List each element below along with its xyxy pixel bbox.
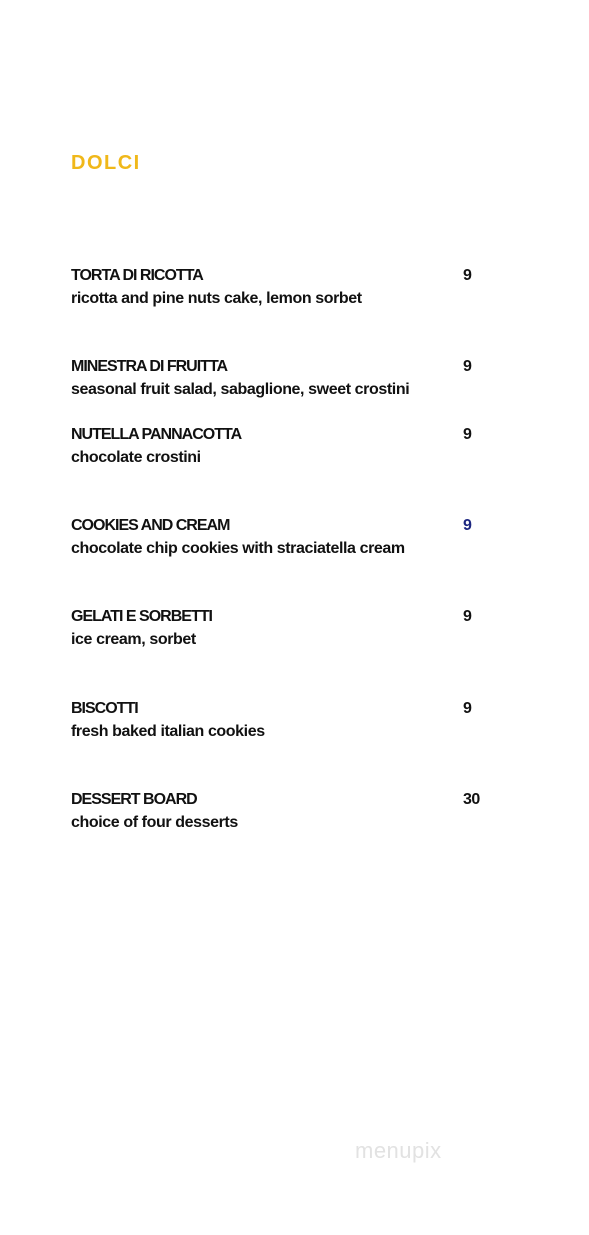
item-description: fresh baked italian cookies [71, 723, 265, 740]
item-name: GELATI E SORBETTI [71, 608, 212, 625]
item-description: chocolate crostini [71, 449, 201, 466]
item-description: ricotta and pine nuts cake, lemon sorbet [71, 290, 362, 307]
item-price: 9 [463, 358, 472, 375]
item-price: 9 [463, 700, 472, 717]
menu-item-dessert-board [71, 789, 511, 835]
item-price: 9 [463, 517, 472, 534]
item-price: 9 [463, 267, 472, 284]
item-description: chocolate chip cookies with straciatella cream [71, 540, 405, 557]
item-name: NUTELLA PANNACOTTA [71, 426, 242, 443]
item-name: BISCOTTI [71, 700, 138, 717]
item-description: ice cream, sorbet [71, 631, 196, 648]
item-name: COOKIES AND CREAM [71, 517, 230, 534]
item-name: DESSERT BOARD [71, 791, 197, 808]
section-title: DOLCI [71, 152, 141, 174]
item-price: 9 [463, 426, 472, 443]
menupix-watermark: menupix [355, 1138, 442, 1163]
menu-item-torta-di-ricotta [71, 265, 511, 311]
item-description: seasonal fruit salad, sabaglione, sweet crostini [71, 381, 410, 398]
menu-item-minestra-di-fruitta [71, 356, 511, 402]
item-price: 9 [463, 608, 472, 625]
menu-item-biscotti [71, 698, 511, 744]
menu-item-nutella-pannacotta [71, 424, 511, 470]
item-price: 30 [463, 791, 480, 808]
item-name: MINESTRA DI FRUITTA [71, 358, 228, 375]
menu-item-cookies-and-cream [71, 515, 511, 561]
item-name: TORTA DI RICOTTA [71, 267, 203, 284]
item-description: choice of four desserts [71, 814, 238, 831]
menu-item-gelati-e-sorbetti [71, 606, 511, 652]
